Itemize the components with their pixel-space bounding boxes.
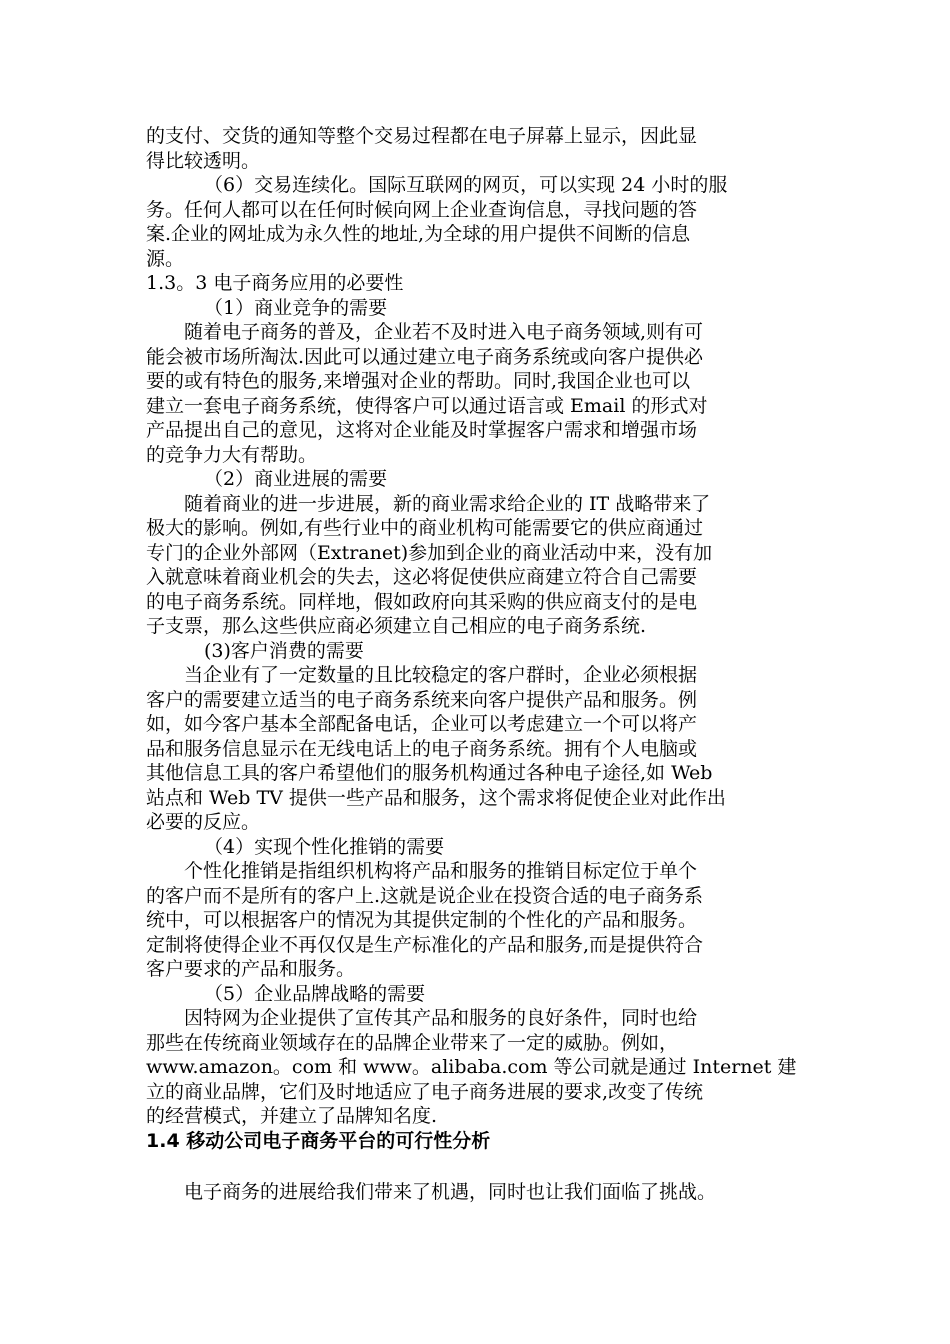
paragraph-line: 当企业有了一定数量的且比较稳定的客户群时，企业必须根据	[184, 664, 698, 686]
paragraph-line: 要的或有特色的服务,来增强对企业的帮助。同时,我国企业也可以	[146, 370, 691, 392]
paragraph-line: 随着电子商务的普及，企业若不及时进入电子商务领域,则有可	[184, 321, 704, 343]
document-body	[146, 124, 826, 1205]
paragraph-line: 专门的企业外部网（Extranet)参加到企业的商业活动中来，没有加	[146, 541, 713, 564]
subsection-heading: （2）商业进展的需要	[204, 468, 388, 490]
paragraph-line: 的经营模式，并建立了品牌知名度.	[146, 1105, 438, 1127]
paragraph-line: 那些在传统商业领域存在的品牌企业带来了一定的威胁。例如，	[146, 1031, 679, 1054]
subsection-heading: （4）实现个性化推销的需要	[204, 835, 445, 858]
paragraph-line: 立的商业品牌，它们及时地适应了电子商务进展的要求,改变了传统	[146, 1080, 704, 1103]
paragraph-line: 因特网为企业提供了宣传其产品和服务的良好条件，同时也给	[184, 1007, 698, 1029]
paragraph-line: 源。	[146, 247, 185, 270]
paragraph-line: 客户要求的产品和服务。	[146, 958, 356, 980]
paragraph-line: 务。任何人都可以在任何时候向网上企业查询信息，寻找问题的答	[146, 198, 698, 221]
paragraph-line: 的竞争力大有帮助。	[146, 443, 318, 466]
paragraph-line: 建立一套电子商务系统，使得客户可以通过语言或 Email 的形式对	[146, 394, 708, 417]
paragraph-line: 子支票，那么这些供应商必须建立自己相应的电子商务系统.	[146, 615, 647, 637]
list-item-heading: （6）交易连续化。国际互联网的网页，可以实现 24 小时的服	[204, 174, 728, 196]
paragraph-line: 电子商务的进展给我们带来了机遇，同时也让我们面临了挑战。	[184, 1181, 717, 1203]
paragraph-line: 品和服务信息显示在无线电话上的电子商务系统。拥有个人电脑或	[146, 737, 698, 760]
paragraph-line: www.amazon。com 和 www。alibaba.com 等公司就是通过 Internet 建	[146, 1056, 797, 1078]
paragraph-line: 入就意味着商业机会的失去，这必将促使供应商建立符合自己需要	[146, 566, 698, 588]
section-heading: 1.3。3 电子商务应用的必要性	[146, 272, 404, 294]
paragraph-line: 的客户而不是所有的客户上.这就是说企业在投资合适的电子商务系	[146, 884, 704, 907]
paragraph-line: 得比较透明。	[146, 149, 261, 172]
paragraph-line: 统中，可以根据客户的情况为其提供定制的个性化的产品和服务。	[146, 909, 698, 931]
section-heading-bold: 1.4 移动公司电子商务平台的可行性分析	[146, 1129, 491, 1152]
paragraph-line: 定制将使得企业不再仅仅是生产标准化的产品和服务,而是提供符合	[146, 933, 704, 956]
paragraph-line: 的电子商务系统。同样地，假如政府向其采购的供应商支付的是电	[146, 590, 698, 613]
paragraph-line: 必要的反应。	[146, 811, 261, 833]
paragraph-line: 如，如今客户基本全部配备电话，企业可以考虑建立一个可以将产	[146, 713, 698, 735]
paragraph-line: 个性化推销是指组织机构将产品和服务的推销目标定位于单个	[184, 860, 698, 882]
paragraph-line: 产品提出自己的意见，这将对企业能及时掌握客户需求和增强市场	[146, 419, 698, 441]
paragraph-line: 极大的影响。例如,有些行业中的商业机构可能需要它的供应商通过	[146, 517, 704, 539]
subsection-heading: (3)客户消费的需要	[204, 639, 364, 662]
paragraph-line: 站点和 Web TV 提供一些产品和服务，这个需求将促使企业对此作出	[146, 786, 726, 809]
paragraph-line: 能会被市场所淘汰.因此可以通过建立电子商务系统或向客户提供必	[146, 345, 704, 368]
subsection-heading: （5）企业品牌战略的需要	[204, 982, 426, 1005]
paragraph-line: 其他信息工具的客户希望他们的服务机构通过各种电子途径,如 Web	[146, 762, 713, 784]
paragraph-line: 随着商业的进一步进展，新的商业需求给企业的 IT 战略带来了	[184, 492, 711, 515]
subsection-heading: （1）商业竞争的需要	[204, 296, 388, 319]
paragraph-spacer	[146, 1153, 826, 1180]
paragraph-line: 客户的需要建立适当的电子商务系统来向客户提供产品和服务。例	[146, 688, 698, 711]
paragraph-line: 案.企业的网址成为永久性的地址,为全球的用户提供不间断的信息	[146, 223, 691, 245]
paragraph-line: 的支付、交货的通知等整个交易过程都在电子屏幕上显示，因此显	[146, 125, 698, 147]
